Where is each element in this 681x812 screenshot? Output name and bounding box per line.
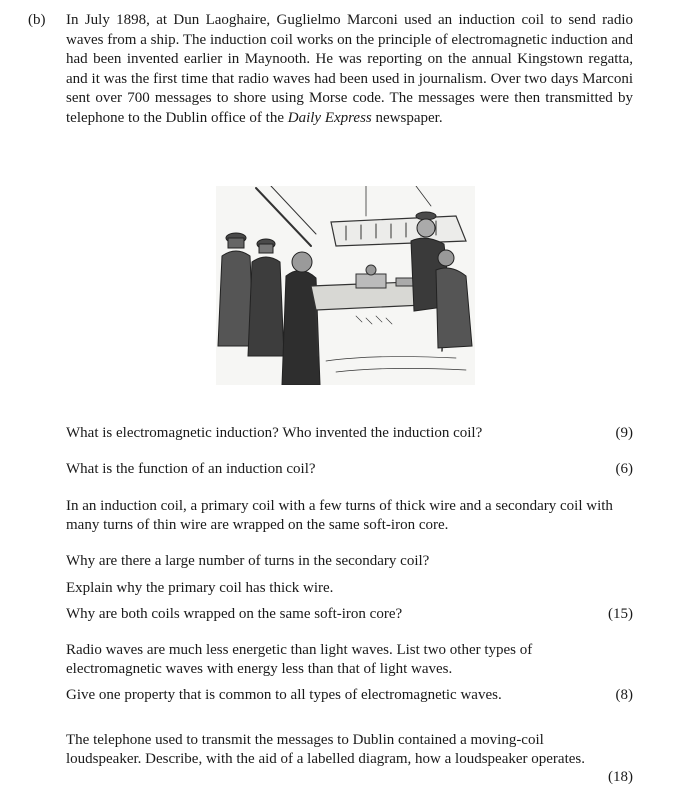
marks-q5: (18) [608,769,633,785]
radio-waves-text: Radio waves are much less energetic than light waves. List two other types of electromagnetic waves with energy less than that of light waves. [66,642,533,677]
question-3a: Why are there a large number of turns in the secondary coil? [66,553,430,569]
marks-q3: (15) [608,606,633,622]
question-2: What is the function of an induction coil? [66,461,316,477]
question-5: The telephone used to transmit the messages to Dublin contained a moving-coil loudspeaker. Describe, with the aid of a labelled diagram, how a loudspeaker operates. [66,732,585,767]
marconi-ship-illustration [216,186,475,385]
newspaper-name: Daily Express [287,109,372,126]
intro-paragraph [66,11,633,129]
question-4: Give one property that is common to all types of electromagnetic waves. [66,687,502,703]
intro-text: In July 1898, at Dun Laoghaire, Guglielmo Marconi used an induction coil to send radio waves from a ship. The induction coil works on the principle of electromagnetic induction and had been invented earlier in Maynooth. He was reporting on the annual Kingstown regatta, and it was the first time that radio waves had been used in journalism. Over two days Marconi sent over 700 messages to shore using Morse code. The messages were then transmitted by telephone to the Dublin office of the [66,12,633,126]
marks-q2: (6) [615,461,633,477]
question-3b: Explain why the primary coil has thick wire. [66,580,334,596]
coil-description: In an induction coil, a primary coil with a few turns of thick wire and a secondary coil with many turns of thin wire are wrapped on the same soft-iron core. [66,498,613,533]
intro-text-end: newspaper. [371,109,443,126]
part-label: (b) [28,12,46,28]
question-3c: Why are both coils wrapped on the same soft-iron core? [66,606,403,622]
question-1: What is electromagnetic induction? Who invented the induction coil? [66,425,483,441]
marks-q4: (8) [615,687,633,703]
marks-q1: (9) [615,425,633,441]
